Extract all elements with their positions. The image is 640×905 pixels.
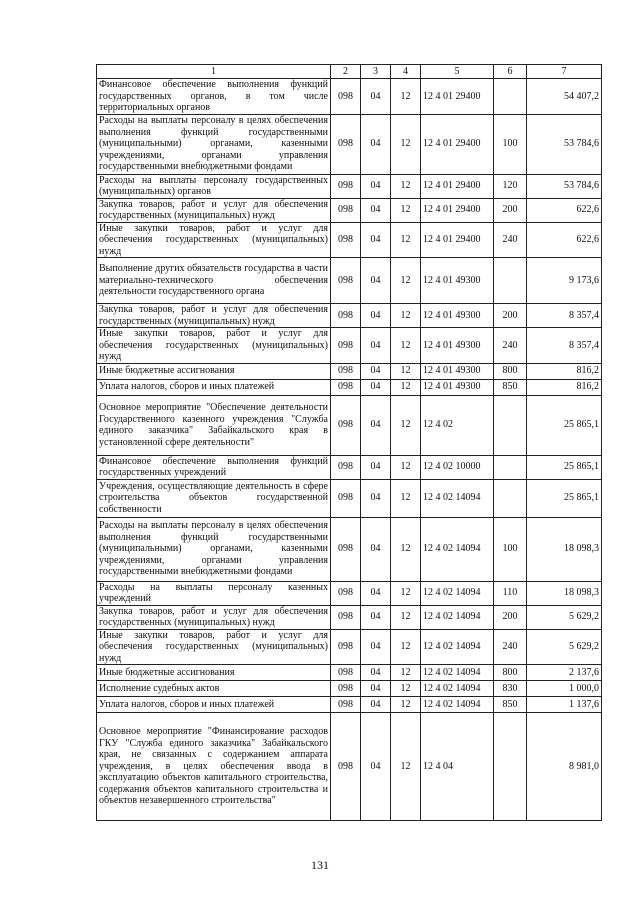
cell-name: Иные закупки товаров, работ и услуг для обеспечения государственных (муниципальных) нужд <box>97 328 331 364</box>
cell-target-article: 12 4 01 29400 <box>421 114 494 174</box>
cell-subsection: 12 <box>391 304 421 328</box>
cell-expense-type: 120 <box>494 174 527 198</box>
cell-amount: 25 865,1 <box>527 395 602 455</box>
table-row <box>97 174 602 198</box>
header-col-1: 1 <box>97 65 331 79</box>
cell-subsection: 12 <box>391 222 421 258</box>
cell-target-article: 12 4 02 <box>421 395 494 455</box>
cell-admin-code: 098 <box>331 328 361 364</box>
cell-section: 04 <box>361 581 391 605</box>
cell-target-article: 12 4 01 49300 <box>421 379 494 395</box>
cell-name: Закупка товаров, работ и услуг для обеспечения государственных (муниципальных) нужд <box>97 605 331 629</box>
cell-subsection: 12 <box>391 581 421 605</box>
cell-amount: 2 137,6 <box>527 665 602 681</box>
cell-subsection: 12 <box>391 328 421 364</box>
cell-name: Закупка товаров, работ и услуг для обеспечения государственных (муниципальных) нужд <box>97 304 331 328</box>
header-col-6: 6 <box>494 65 527 79</box>
cell-admin-code: 098 <box>331 681 361 697</box>
table-header <box>97 65 602 79</box>
cell-amount: 5 629,2 <box>527 629 602 665</box>
cell-expense-type: 200 <box>494 304 527 328</box>
cell-name: Основное мероприятие "Финансирование расходов ГКУ "Служба единого заказчика" Забайкальского края, не связанных с содержанием аппарата учреждения, в целях обеспечения ввода в эксплуатацию объектов капитального строительства, содержания объектов капитального строительства и объектов незавершенного строительства" <box>97 713 331 821</box>
cell-target-article: 12 4 01 49300 <box>421 328 494 364</box>
cell-subsection: 12 <box>391 605 421 629</box>
cell-subsection: 12 <box>391 479 421 517</box>
cell-section: 04 <box>361 517 391 581</box>
cell-target-article: 12 4 02 14094 <box>421 479 494 517</box>
header-col-5: 5 <box>421 65 494 79</box>
cell-target-article: 12 4 01 29400 <box>421 222 494 258</box>
cell-admin-code: 098 <box>331 713 361 821</box>
table-row <box>97 517 602 581</box>
cell-amount: 25 865,1 <box>527 479 602 517</box>
table-row <box>97 455 602 479</box>
cell-target-article: 12 4 02 14094 <box>421 605 494 629</box>
cell-section: 04 <box>361 198 391 222</box>
cell-amount: 622,6 <box>527 222 602 258</box>
cell-section: 04 <box>361 222 391 258</box>
cell-expense-type <box>494 479 527 517</box>
cell-target-article: 12 4 01 29400 <box>421 79 494 115</box>
cell-target-article: 12 4 01 29400 <box>421 198 494 222</box>
cell-subsection: 12 <box>391 455 421 479</box>
cell-expense-type: 850 <box>494 379 527 395</box>
cell-target-article: 12 4 02 14094 <box>421 681 494 697</box>
cell-admin-code: 098 <box>331 455 361 479</box>
cell-name: Финансовое обеспечение выполнения функций государственных органов, в том числе территориальных органов <box>97 79 331 115</box>
cell-amount: 54 407,2 <box>527 79 602 115</box>
cell-target-article: 12 4 01 49300 <box>421 258 494 304</box>
cell-admin-code: 098 <box>331 363 361 379</box>
table-row <box>97 395 602 455</box>
cell-section: 04 <box>361 479 391 517</box>
cell-subsection: 12 <box>391 363 421 379</box>
table-body <box>97 79 602 821</box>
cell-admin-code: 098 <box>331 258 361 304</box>
cell-target-article: 12 4 01 29400 <box>421 174 494 198</box>
cell-section: 04 <box>361 455 391 479</box>
cell-admin-code: 098 <box>331 581 361 605</box>
cell-target-article: 12 4 02 14094 <box>421 581 494 605</box>
cell-target-article: 12 4 04 <box>421 713 494 821</box>
cell-expense-type: 850 <box>494 697 527 713</box>
cell-target-article: 12 4 01 49300 <box>421 304 494 328</box>
cell-section: 04 <box>361 665 391 681</box>
cell-amount: 1 137,6 <box>527 697 602 713</box>
table-row <box>97 304 602 328</box>
cell-target-article: 12 4 02 14094 <box>421 517 494 581</box>
cell-admin-code: 098 <box>331 79 361 115</box>
table-row <box>97 605 602 629</box>
cell-subsection: 12 <box>391 258 421 304</box>
table-row <box>97 328 602 364</box>
cell-section: 04 <box>361 114 391 174</box>
cell-amount: 5 629,2 <box>527 605 602 629</box>
cell-expense-type <box>494 713 527 821</box>
cell-subsection: 12 <box>391 517 421 581</box>
cell-name: Расходы на выплаты персоналу в целях обеспечения выполнения функций государственными (муниципальными) органами, казенными учреждениями, органами управления государственными внебюджетными фондами <box>97 114 331 174</box>
cell-expense-type: 240 <box>494 328 527 364</box>
cell-subsection: 12 <box>391 665 421 681</box>
cell-amount: 18 098,3 <box>527 517 602 581</box>
cell-admin-code: 098 <box>331 605 361 629</box>
cell-name: Иные закупки товаров, работ и услуг для обеспечения государственных (муниципальных) нужд <box>97 629 331 665</box>
table-row <box>97 79 602 115</box>
cell-section: 04 <box>361 258 391 304</box>
cell-name: Исполнение судебных актов <box>97 681 331 697</box>
cell-admin-code: 098 <box>331 114 361 174</box>
cell-target-article: 12 4 02 14094 <box>421 629 494 665</box>
cell-section: 04 <box>361 304 391 328</box>
cell-section: 04 <box>361 713 391 821</box>
cell-admin-code: 098 <box>331 379 361 395</box>
cell-name: Основное мероприятие "Обеспечение деятельности Государственного казенного учреждения "Служба единого заказчика" Забайкальского края в установленной сфере деятельности" <box>97 395 331 455</box>
table-row <box>97 114 602 174</box>
table-row <box>97 697 602 713</box>
cell-expense-type <box>494 79 527 115</box>
cell-name: Закупка товаров, работ и услуг для обеспечения государственных (муниципальных) нужд <box>97 198 331 222</box>
table-row <box>97 681 602 697</box>
cell-target-article: 12 4 02 10000 <box>421 455 494 479</box>
cell-name: Расходы на выплаты персоналу казенных учреждений <box>97 581 331 605</box>
cell-name: Уплата налогов, сборов и иных платежей <box>97 697 331 713</box>
cell-target-article: 12 4 01 49300 <box>421 363 494 379</box>
cell-admin-code: 098 <box>331 198 361 222</box>
cell-target-article: 12 4 02 14094 <box>421 665 494 681</box>
cell-subsection: 12 <box>391 395 421 455</box>
cell-subsection: 12 <box>391 174 421 198</box>
cell-expense-type: 240 <box>494 222 527 258</box>
cell-admin-code: 098 <box>331 174 361 198</box>
table-row <box>97 363 602 379</box>
cell-amount: 816,2 <box>527 363 602 379</box>
cell-subsection: 12 <box>391 198 421 222</box>
cell-admin-code: 098 <box>331 222 361 258</box>
table-row <box>97 258 602 304</box>
cell-name: Выполнение других обязательств государства в части материально-технического обеспечения деятельности государственного органа <box>97 258 331 304</box>
table-row <box>97 479 602 517</box>
cell-section: 04 <box>361 174 391 198</box>
cell-expense-type <box>494 455 527 479</box>
cell-expense-type: 240 <box>494 629 527 665</box>
cell-admin-code: 098 <box>331 395 361 455</box>
budget-table <box>96 64 602 821</box>
cell-admin-code: 098 <box>331 629 361 665</box>
cell-expense-type: 200 <box>494 605 527 629</box>
cell-name: Иные бюджетные ассигнования <box>97 665 331 681</box>
cell-section: 04 <box>361 395 391 455</box>
cell-amount: 53 784,6 <box>527 174 602 198</box>
cell-expense-type: 800 <box>494 665 527 681</box>
cell-admin-code: 098 <box>331 479 361 517</box>
cell-section: 04 <box>361 328 391 364</box>
cell-amount: 622,6 <box>527 198 602 222</box>
cell-amount: 9 173,6 <box>527 258 602 304</box>
cell-admin-code: 098 <box>331 665 361 681</box>
table-row <box>97 222 602 258</box>
cell-name: Финансовое обеспечение выполнения функций государственных учреждений <box>97 455 331 479</box>
header-col-4: 4 <box>391 65 421 79</box>
cell-section: 04 <box>361 697 391 713</box>
cell-amount: 816,2 <box>527 379 602 395</box>
cell-name: Учреждения, осуществляющие деятельность в сфере строительства объектов государственной собственности <box>97 479 331 517</box>
cell-amount: 8 357,4 <box>527 304 602 328</box>
table-row <box>97 713 602 821</box>
cell-admin-code: 098 <box>331 697 361 713</box>
cell-subsection: 12 <box>391 114 421 174</box>
cell-expense-type: 200 <box>494 198 527 222</box>
cell-expense-type: 830 <box>494 681 527 697</box>
header-col-3: 3 <box>361 65 391 79</box>
cell-expense-type <box>494 395 527 455</box>
cell-subsection: 12 <box>391 713 421 821</box>
cell-amount: 1 000,0 <box>527 681 602 697</box>
cell-name: Расходы на выплаты персоналу государственных (муниципальных) органов <box>97 174 331 198</box>
table-row <box>97 379 602 395</box>
page-number: 131 <box>311 858 329 872</box>
cell-section: 04 <box>361 629 391 665</box>
cell-admin-code: 098 <box>331 304 361 328</box>
cell-amount: 8 981,0 <box>527 713 602 821</box>
cell-target-article: 12 4 02 14094 <box>421 697 494 713</box>
cell-name: Уплата налогов, сборов и иных платежей <box>97 379 331 395</box>
table-row <box>97 581 602 605</box>
cell-section: 04 <box>361 79 391 115</box>
header-col-2: 2 <box>331 65 361 79</box>
table-row <box>97 198 602 222</box>
cell-name: Иные бюджетные ассигнования <box>97 363 331 379</box>
cell-section: 04 <box>361 681 391 697</box>
cell-amount: 25 865,1 <box>527 455 602 479</box>
cell-amount: 53 784,6 <box>527 114 602 174</box>
cell-subsection: 12 <box>391 379 421 395</box>
table-row <box>97 629 602 665</box>
cell-section: 04 <box>361 363 391 379</box>
cell-expense-type: 800 <box>494 363 527 379</box>
cell-expense-type: 100 <box>494 517 527 581</box>
cell-subsection: 12 <box>391 79 421 115</box>
cell-amount: 18 098,3 <box>527 581 602 605</box>
cell-name: Иные закупки товаров, работ и услуг для обеспечения государственных (муниципальных) нужд <box>97 222 331 258</box>
cell-name: Расходы на выплаты персоналу в целях обеспечения выполнения функций государственными (муниципальными) органами, казенными учреждениями, органами управления государственными внебюджетными фондами <box>97 517 331 581</box>
cell-section: 04 <box>361 379 391 395</box>
header-col-7: 7 <box>527 65 602 79</box>
cell-subsection: 12 <box>391 697 421 713</box>
cell-expense-type: 100 <box>494 114 527 174</box>
table-row <box>97 665 602 681</box>
cell-subsection: 12 <box>391 681 421 697</box>
cell-amount: 8 357,4 <box>527 328 602 364</box>
cell-expense-type: 110 <box>494 581 527 605</box>
header-row <box>97 65 602 79</box>
cell-admin-code: 098 <box>331 517 361 581</box>
cell-section: 04 <box>361 605 391 629</box>
cell-subsection: 12 <box>391 629 421 665</box>
cell-expense-type <box>494 258 527 304</box>
